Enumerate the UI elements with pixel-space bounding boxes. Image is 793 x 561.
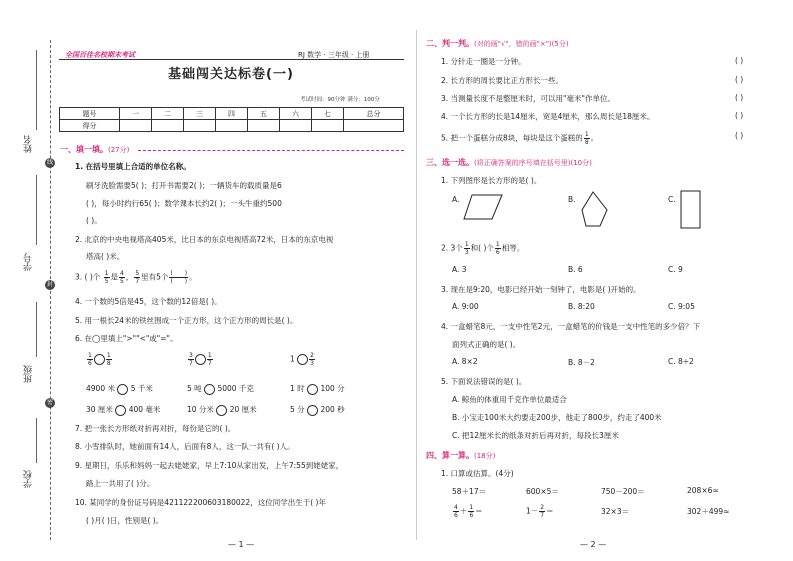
blank-fraction[interactable]: $\frac{( )}{( )}$	[170, 270, 188, 285]
score-header-cell: 题号	[60, 108, 120, 120]
page-number-right: — 2 —	[580, 540, 607, 549]
option-a[interactable]: A. 鲸鱼的体重用千克作单位最适合	[452, 395, 567, 404]
option-b[interactable]: B. 6	[568, 265, 583, 274]
calc-title: 1. 口算或估算。(4分)	[441, 469, 514, 478]
cut-line	[50, 40, 51, 540]
score-cell[interactable]	[248, 120, 280, 132]
choose-2: 2. 3个 $\frac{1}{3}$ 和( )个 $\frac{1}{6}$ 相等。	[441, 241, 525, 256]
q9-line-2: 路上一共用了( )分。	[86, 479, 155, 488]
score-cell[interactable]	[280, 120, 312, 132]
calc-item: 208×6≈	[687, 486, 719, 495]
score-header-cell: 七	[312, 108, 344, 120]
q10-line-2: ( )月( )日，性别是( )。	[86, 516, 164, 525]
calc-item: 58＋17＝	[452, 487, 487, 496]
option-a[interactable]: A.	[452, 195, 460, 204]
kite-shape	[580, 190, 610, 228]
compare-item: 1 时 100 分	[290, 384, 345, 393]
q4-text: 4. 一个数的5倍是45，这个数的12倍是( )。	[75, 297, 222, 306]
compare-item: 4900 米 5 千米	[86, 384, 153, 393]
score-cell[interactable]	[152, 120, 184, 132]
page-title: 基础闯关达标卷(一)	[168, 67, 294, 82]
score-header-cell: 六	[280, 108, 312, 120]
q1-line-1: 刷牙洗脸需要5( )；打开书需要2( )；一辆货车的载质量是6	[86, 181, 282, 190]
judge-answer-paren[interactable]: ( )	[735, 111, 744, 120]
section-rule	[138, 150, 404, 151]
score-cell[interactable]	[312, 120, 344, 132]
q3-text: 3. ( )个 $\frac{1}{5}$ 是 $\frac{4}{5}$ ， $\frac{5}{7}$ 里有5个 $\frac{( )}{( )}$ 。	[75, 270, 197, 285]
compare-circle[interactable]	[216, 405, 227, 416]
choose-5: 5. 下面说法错误的是( )。	[441, 377, 527, 386]
compare-circle[interactable]	[297, 354, 308, 365]
option-a[interactable]: A. 3	[452, 265, 467, 274]
id-line	[36, 175, 37, 245]
calc-item: 32×3＝	[601, 507, 630, 516]
compare-circle[interactable]	[117, 384, 128, 395]
option-b[interactable]: B. 8:20	[568, 302, 595, 311]
judge-answer-paren[interactable]: ( )	[735, 131, 744, 140]
judge-5: 5. 把一个蛋糕分成8块，每块是这个蛋糕的 $\frac{1}{8}$ 。	[441, 131, 599, 146]
fraction: $\frac{1}{5}$	[104, 270, 109, 285]
score-cell[interactable]	[120, 120, 152, 132]
option-c[interactable]: C.	[668, 195, 676, 204]
compare-item: $\frac{3}{7}$ $\frac{1}{7}$	[189, 352, 212, 367]
score-cell[interactable]	[184, 120, 216, 132]
score-header-row	[60, 108, 404, 120]
strip-mark-secret: 密	[46, 399, 53, 406]
compare-item: $\frac{1}{6}$ $\frac{1}{8}$	[88, 352, 111, 367]
compare-item: 30 厘米 400 毫米	[86, 405, 161, 414]
judge-answer-paren[interactable]: ( )	[735, 75, 744, 84]
compare-item: 5 分 200 秒	[290, 405, 345, 414]
strip-label-school: 学校	[24, 470, 34, 488]
q6-text: 6. 在◯里填上">""<"或"="。	[75, 334, 178, 343]
option-c[interactable]: C. 9	[668, 265, 683, 274]
option-c[interactable]: C. 8÷2	[668, 357, 694, 366]
section-2-heading: 二、判一判。(对的画"√"，错的画"×")(5分)	[426, 39, 569, 48]
header-left: 全国百佳名校期末考试	[65, 51, 135, 59]
q2-text: 2. 北京的中央电视塔高405米，比日本的东京电视塔高72米，日本的东京电视	[75, 235, 334, 244]
score-header-cell: 四	[216, 108, 248, 120]
compare-circle[interactable]	[307, 405, 318, 416]
calc-item: $\frac{4}{6}$ ＋ $\frac{1}{6}$ ＝	[454, 504, 483, 519]
calc-item: 302＋499≈	[687, 507, 730, 516]
rectangle-shape	[680, 190, 702, 230]
page-divider	[416, 30, 417, 540]
choose-4-line-2: 面列式正确的是( )。	[452, 340, 521, 349]
score-header-cell: 二	[152, 108, 184, 120]
section-1-heading: 一、填一填。(27分)	[60, 145, 130, 154]
compare-circle[interactable]	[195, 354, 206, 365]
compare-item: 5 吨 5000 千克	[187, 384, 254, 393]
q1-line-2: ( )，每小时约行65( )；数学课本长约2( )；一头牛重约500	[86, 199, 282, 208]
page-number-left: — 1 —	[228, 540, 255, 549]
class-line	[36, 302, 37, 357]
strip-label-name: 姓名	[24, 135, 34, 153]
score-header-cell: 三	[184, 108, 216, 120]
judge-answer-paren[interactable]: ( )	[735, 93, 744, 102]
strip-mark-seal: 封	[46, 281, 53, 288]
choose-4: 4. 一盒蜡笔8元，一支中性笔2元，一盒蜡笔的价钱是一支中性笔的多少倍？下	[441, 322, 701, 331]
option-a[interactable]: A. 8×2	[452, 357, 478, 366]
parallelogram-shape	[462, 193, 504, 221]
binding-strip	[0, 40, 52, 540]
judge-2: 2. 长方形的周长要比正方形长一些。	[441, 76, 564, 85]
option-b[interactable]: B. 8－2	[568, 358, 595, 367]
compare-circle[interactable]	[94, 354, 105, 365]
section-3-heading: 三、选一选。(将正确答案的序号填在括号里)(10分)	[426, 158, 592, 167]
strip-label-id: 学号	[24, 253, 34, 271]
option-b[interactable]: B. 小宝走100米大约要走200步，他走了800步，约走了400米	[452, 413, 662, 422]
compare-circle[interactable]	[204, 384, 215, 395]
calc-item: 1－ $\frac{2}{7}$ ＝	[526, 504, 554, 519]
strip-mark-line: 线	[46, 159, 53, 166]
q1-line-3: ( )。	[86, 216, 102, 225]
header-right: RJ 数学 · 三年级 · 上册	[298, 51, 370, 59]
score-header-cell: 总分	[344, 108, 404, 120]
choose-3: 3. 现在是9:20，电影已经开始一刻钟了，电影是( )开始的。	[441, 285, 641, 294]
judge-4: 4. 一个长方形的长是14厘米，宽是4厘米，那么周长是18厘米。	[441, 112, 655, 121]
school-line	[36, 418, 37, 463]
compare-item: 10 分米 20 厘米	[187, 405, 257, 414]
option-b[interactable]: B.	[568, 195, 576, 204]
q1-text: 1. 在括号里填上合适的单位名称。	[75, 162, 191, 171]
q2-line-2: 塔高( )米。	[86, 252, 125, 261]
time-info: 考试时间：90分钟 满分：100分	[300, 97, 380, 103]
judge-answer-paren[interactable]: ( )	[735, 56, 744, 65]
q5-text: 5. 用一根长24米的铁丝围成一个正方形，这个正方形的周长是( )。	[75, 316, 298, 325]
calc-item: 600×5＝	[526, 487, 559, 496]
score-cell[interactable]	[216, 120, 248, 132]
compare-circle[interactable]	[115, 405, 126, 416]
option-c[interactable]: C. 把12厘米长的纸条对折后再对折，每段长3厘米	[452, 431, 619, 440]
fraction: $\frac{4}{5}$	[120, 270, 124, 285]
score-header-cell: 一	[120, 108, 152, 120]
option-c[interactable]: C. 9:05	[668, 302, 695, 311]
calc-item: 750－200＝	[601, 487, 645, 496]
score-table	[59, 107, 404, 132]
judge-1: 1. 分针走一圈是一分钟。	[441, 57, 526, 66]
q10-text: 10. 某同学的身份证号码是421122200603180022，这位同学出生于( )年	[75, 498, 326, 507]
q8-text: 8. 小雪排队时，她前面有14人，后面有8人，这一队一共有( )人。	[75, 442, 295, 451]
q7-text: 7. 把一张长方形纸对折再对折，每份是它的( )。	[75, 424, 236, 433]
header-rule	[59, 59, 404, 60]
score-row	[60, 120, 404, 132]
section-4-heading: 四、算一算。(18分)	[426, 451, 496, 460]
compare-item: 1 $\frac{2}{3}$	[290, 352, 314, 367]
strip-label-class: 班级	[24, 365, 34, 383]
score-row-label: 得分	[60, 120, 120, 132]
choose-1: 1. 下列图形是长方形的是( )。	[441, 176, 542, 185]
judge-3: 3. 当测量长度不是整厘米时，可以用"毫米"作单位。	[441, 94, 615, 103]
compare-circle[interactable]	[307, 384, 318, 395]
score-cell[interactable]	[344, 120, 404, 132]
score-header-cell: 五	[248, 108, 280, 120]
option-a[interactable]: A. 9:00	[452, 302, 479, 311]
q9-text: 9. 星期日，乐乐和妈妈一起去姥姥家，早上7:10从家出发，上午7:55到姥姥家，	[75, 461, 344, 470]
name-line	[36, 50, 37, 130]
fraction: $\frac{5}{7}$	[135, 270, 140, 285]
